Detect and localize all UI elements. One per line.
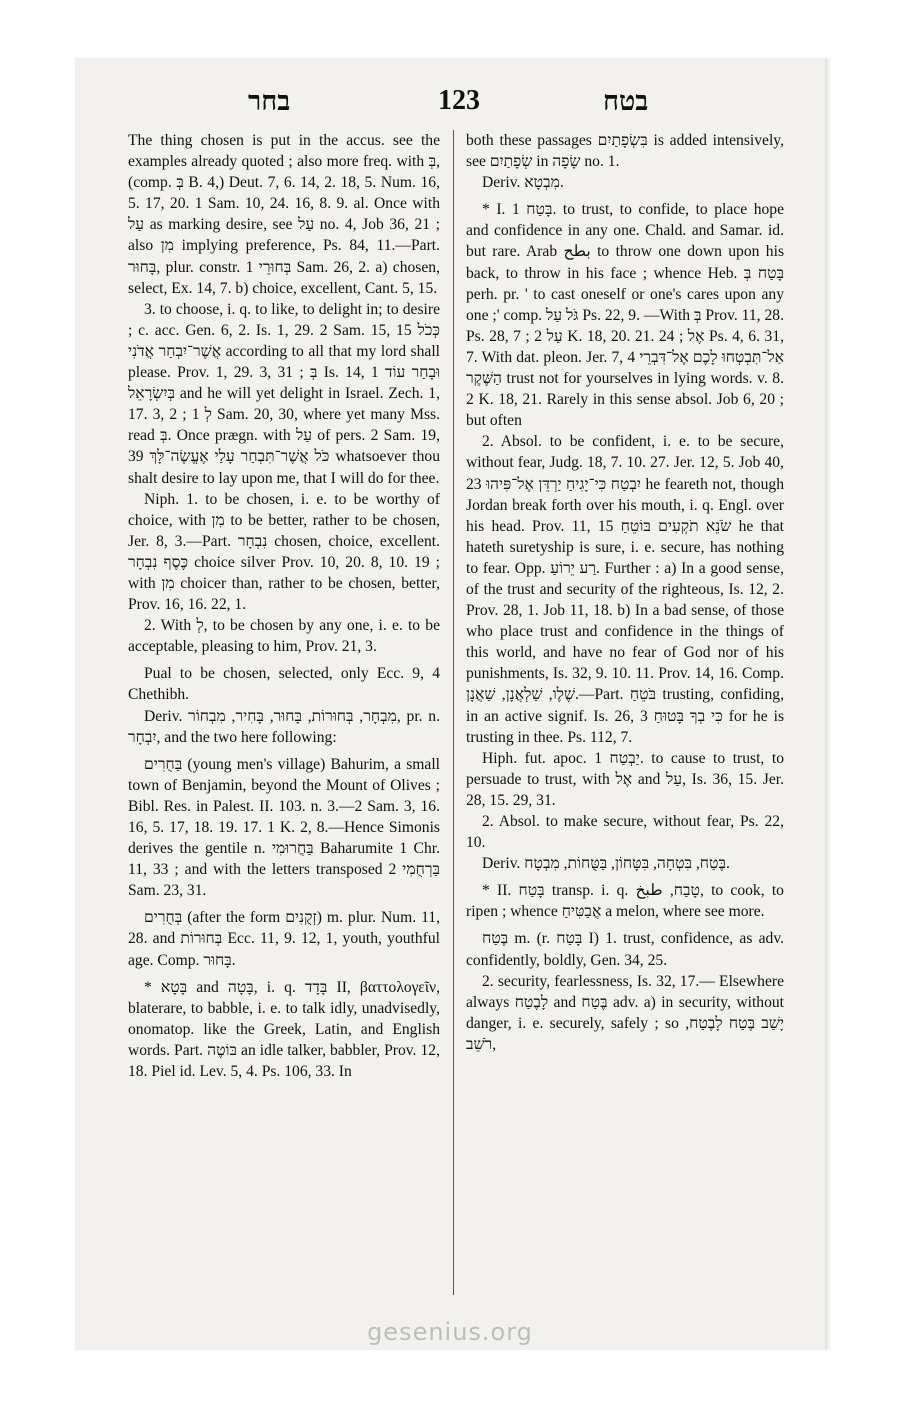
entry-behurim: בְּחֻרִים (after the form זְקֻנִים) m. plur. Num. 11, 28. and בְּחוּרוֹת Ecc. 11, 9. 12, 1, youth, youthful age. Comp. בָּחוּר. — [128, 909, 440, 969]
entry-paragraph: Pual to be chosen, selected, only Ecc. 9, 4 Chethibh. — [128, 665, 440, 704]
entry-paragraph: 3. to choose, i. q. to like, to delight in; to desire ; c. acc. Gen. 6, 2. Is. 1, 29. 2 Sam. 15, 15 כְּכֹל אֲשֶׁר־יִבְחַר אֲדֹנִי according to all that my lord shall please. Prov. 1, 29. 3, 31 ; בְּ Is. 14, 1 וּבָחַר עוֹד בְּיִשְׂרָאֵל and he will yet delight in Israel. Zech. 1, 17. 3, 2 ; לְ 1 Sam. 20, 30, where yet many Mss. read בְּ. Once prægn. with עַל of pers. 2 Sam. 19, 39 כֹּל אֲשֶׁר־תִּבְחַר עָלַי אֶעֱשֶׂה־לָּךְ whatsoever thou shalt desire to lay upon me, that I will do for thee. — [128, 300, 440, 487]
watermark: gesenius.org — [367, 1318, 533, 1346]
entry-paragraph: The thing chosen is put in the accus. see the examples already quoted ; also more freq. with בְּ, (comp. בְּ B. 4,) Deut. 7, 6. 14, 2. 18, 5. Num. 16, 5. 17, 20. 1 Sam. 10, 24. 16, 8. 9. al. Once with עַל as marking desire, see עַל no. 4, Job 36, 21 ; also מִן implying preference, Ps. 84, 11.—Part. בָּחוּר, plur. constr. בְּחוּרֵי 1 Sam. 26, 2. a) chosen, select, Ex. 14, 7. b) choice, excellent, Cant. 5, 15. — [128, 132, 440, 297]
header-right-word: בטח — [603, 86, 649, 116]
right-column — [466, 130, 784, 1298]
entry-paragraph: Niph. 1. to be chosen, i. e. to be worthy of choice, with מִן to be better, rather to be chosen, Jer. 8, 3.—Part. נִבְחָר chosen, choice, excellent. כֶּסֶף נִבְחָר choice silver Prov. 10, 20. 8, 10. 19 ; with מִן choicer than, rather to be chosen, better, Prov. 16, 16. 22, 1. — [128, 490, 440, 614]
page-number: 123 — [438, 85, 480, 116]
entry-paragraph: 2. With לְ, to be chosen by any one, i. e. to be acceptable, pleasing to him, Prov. 21, 3. — [128, 617, 440, 656]
entry-betach: בֶּטַח m. (r. בָּטַח I) 1. trust, confidence, as adv. confidently, boldly, Gen. 34, 25. — [466, 930, 784, 969]
entry-bahurim: בַּחֻרִים (young men's village) Bahurim, a small town of Benjamin, beyond the Mount of Olives ; Bibl. Res. in Palest. II. 103. n. 3.—2 Sam. 3, 16. 16, 5. 17, 18. 19. 17. 1 K. 2, 8.—Hence Simonis derives the gentile n. בַּחֲרוּמִי Baharumite 1 Chr. 11, 33 ; and with the letters transposed בַּרְחֻמִי 2 Sam. 23, 31. — [128, 755, 440, 900]
header-left-word: בחר — [248, 86, 291, 116]
entry-paragraph: Deriv. מִבְחָר, בְּחוּרוֹת, בָּחוּר, בָּחִיר, מִבְחוֹר, pr. n. יִבְחָר, and the two here following: — [128, 707, 440, 746]
entry-paragraph: Hiph. fut. apoc. יַבְטַח 1. to cause to trust, to persuade to trust, with אֶל and עַל, Is. 36, 15. Jer. 28, 15. 29, 31. — [466, 749, 784, 809]
left-column — [128, 130, 440, 1298]
entry-bata: * בָּטָא and בָּטָה, i. q. בָּדָד II, βαττολογεῖν, blaterare, to babble, i. e. to talk idly, unadvisedly, onomatop. like the Greek, Latin, and English words. Part. בּוֹטֶה an idle talker, babbler, Prov. 12, 18. Piel id. Lev. 5, 4. Ps. 106, 33. In — [128, 978, 440, 1081]
entry-paragraph: Deriv. מִבְטָא. — [482, 174, 564, 192]
column-divider — [453, 130, 454, 1295]
entry-paragraph: 2. Absol. to make secure, without fear, Ps. 22, 10. — [466, 813, 784, 852]
entry-paragraph: 2. security, fearlessness, Is. 32, 17.— Elsewhere always לָבֶטַח and בֶּטַח adv. a) in security, without danger, i. e. securely, safely ; so יָשַׁב בֶּטַח לָבֶטַח, רֹשֵׁב, — [466, 972, 784, 1053]
entry-batach-1: * I. בָּטַח 1. to trust, to confide, to place hope and confidence in any one. Chald. and Samar. id. but rare. Arab بطح to throw one down upon his back, to throw in his face ; whence Heb. בָּטַח בְּ perh. pr. ' to cast oneself or one's cares upon any one ;' comp. גֹּל עַל Ps. 22, 9. —With בְּ Prov. 11, 28. Ps. 28, 7 ; עַל 2 K. 18, 20. 21. 24 ; אֶל Ps. 4, 6. 31, 7. With dat. pleon. Jer. 7, 4 אַל־תִּבְטְחוּ לָכֶם אֶל־דִּבְרֵי הַשֶּׁקֶר trust not for yourselves in lying words. v. 8. 2 K. 18, 21. Rarely in this sense absol. Job 6, 20 ; but often — [466, 201, 784, 430]
entry-paragraph: 2. Absol. to be confident, i. e. to be secure, without fear, Judg. 18, 7. 10. 27. Jer. 12, 5. Job 40, 23 יִבְטַח כִּי־יָגִיחַ יַרְדֵּן אֶל־פִּיהוּ he feareth not, though Jordan break forth over his mouth, i. q. Engl. over his head. Prov. 11, 15 שֹׂנֵא תֹקְעִים בּוֹטֵחַ he that hateth suretyship is sure, i. e. secure, has nothing to fear. Opp. רַע יֵרוֹעַ. Further : a) In a good sense, of the trust and security of the righteous, Is. 12, 2. Prov. 28, 1. Job 11, 18. b) In a bad sense, of those who place trust and confidence in the things of this world, and have no fear of God nor of his punishments, Is. 32, 9. 10. 11. Prov. 14, 16. Comp. שֶׁלֶו, שַׁלְאֲנָן, שַׁאֲנָן.—Part. בֹּטֵחַ trusting, confiding, in an active signif. Is. 26, 3 כִּי בְךָ בָּטוּחַ for he is trusting in thee. Ps. 112, 7. — [466, 433, 784, 746]
entry-batach-2: * II. בָּטַח transp. i. q. טָבַח, طبخ, to cook, to ripen ; whence אֲבַטִּיחַ a melon, where see more. — [466, 882, 784, 921]
entry-paragraph: both these passages בִּשְׂפָתַיִם is added intensively, see שְׂפָתַיִם in שָׂפָה no. 1. — [466, 132, 784, 171]
entry-paragraph: Deriv. בֶּטַח, בִּטְחָה, בִּטָּחוֹן, בַּטֻּחוֹת, מִבְטָח. — [482, 855, 730, 873]
page-edge — [825, 58, 831, 1350]
